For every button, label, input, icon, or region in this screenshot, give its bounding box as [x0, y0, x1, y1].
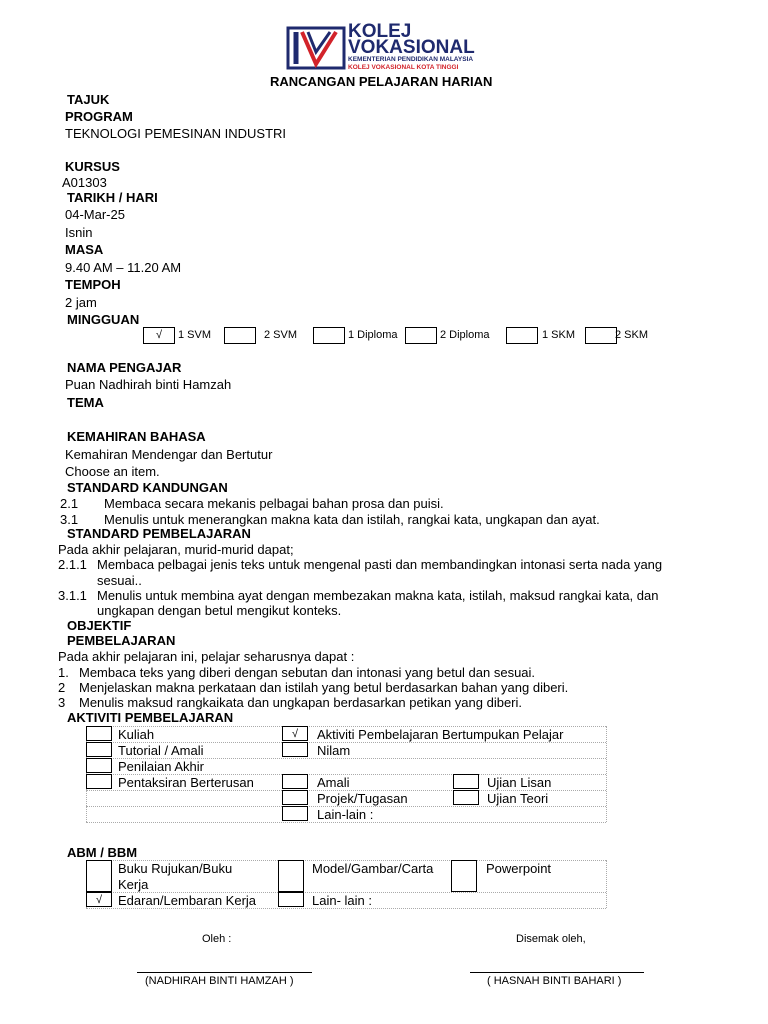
nama-pengajar-value: Puan Nadhirah binti Hamzah — [65, 377, 232, 392]
tarikh-label: TARIKH / HARI — [67, 190, 158, 205]
objektif-item-num: 3 — [58, 695, 66, 710]
aktiviti-label-apbp: Aktiviti Pembelajaran Bertumpukan Pelajar — [317, 727, 564, 742]
disemak-label: Disemak oleh, — [516, 933, 586, 945]
aktiviti-label-penilaian: Penilaian Akhir — [118, 759, 204, 774]
aktiviti-label-ujian-lisan: Ujian Lisan — [487, 775, 552, 790]
mingguan-checkbox-1diploma[interactable] — [313, 327, 345, 344]
tempoh-label: TEMPOH — [65, 277, 121, 292]
objektif-item-text: Menulis maksud rangkaikata dan ungkapan berdasarkan petikan yang diberi. — [79, 695, 523, 710]
standard-pembelajaran-label: STANDARD PEMBELAJARAN — [67, 526, 251, 541]
kursus-label: KURSUS — [65, 159, 120, 174]
sk-item-text: Menulis untuk menerangkan makna kata dan istilah, rangkai kata, ungkapan dan ayat. — [104, 512, 600, 527]
sk-item-num: 2.1 — [60, 496, 79, 511]
aktiviti-checkbox-ujian-teori[interactable] — [453, 790, 479, 805]
mingguan-checkbox-1skm[interactable] — [506, 327, 538, 344]
mingguan-checkbox-2diploma[interactable] — [405, 327, 437, 344]
program-label: PROGRAM — [65, 109, 133, 124]
aktiviti-checkbox-lainlain[interactable] — [282, 806, 308, 821]
aktiviti-checkbox-ujian-lisan[interactable] — [453, 774, 479, 789]
tema-label: TEMA — [67, 395, 104, 410]
abm-label-lainlain: Lain- lain : — [312, 893, 372, 908]
sp-item-text: Menulis untuk membina ayat dengan membezakan makna kata, istilah, maksud rangkai kata, dan — [97, 588, 659, 603]
aktiviti-label-tutorial: Tutorial / Amali — [118, 743, 204, 758]
sp-item-num: 3.1.1 — [58, 588, 87, 603]
tarikh-value: 04-Mar-25 — [65, 207, 125, 222]
abm-label: ABM / BBM — [67, 845, 138, 860]
aktiviti-checkbox-amali[interactable] — [282, 774, 308, 789]
mingguan-label-2diploma: 2 Diploma — [440, 329, 490, 341]
logo-text-ministry: KEMENTERIAN PENDIDIKAN MALAYSIA — [348, 56, 474, 63]
objektif-intro: Pada akhir pelajaran ini, pelajar seharusnya dapat : — [58, 649, 355, 664]
mingguan-checkbox-2svm[interactable] — [224, 327, 256, 344]
abm-label-buku-cont: Kerja — [118, 877, 149, 892]
aktiviti-label-pentaksiran: Pentaksiran Berterusan — [118, 775, 254, 790]
signature-line-left — [137, 972, 312, 973]
oleh-label: Oleh : — [202, 933, 232, 945]
sp-item-text-cont: ungkapan dengan betul mengikut konteks. — [97, 603, 342, 618]
standard-kandungan-label: STANDARD KANDUNGAN — [67, 480, 228, 495]
program-value: TEKNOLOGI PEMESINAN INDUSTRI — [65, 126, 287, 141]
abm-label-edaran: Edaran/Lembaran Kerja — [118, 893, 257, 908]
mingguan-label-1skm: 1 SKM — [542, 329, 576, 341]
objektif-label: OBJEKTIF — [67, 618, 132, 633]
mingguan-checkbox-2skm[interactable] — [585, 327, 617, 344]
aktiviti-label-projek: Projek/Tugasan — [317, 791, 408, 806]
kemahiran-value: Kemahiran Mendengar dan Bertutur — [65, 447, 273, 462]
objektif-item-num: 1. — [58, 665, 69, 680]
masa-label: MASA — [65, 242, 104, 257]
page-title: RANCANGAN PELAJARAN HARIAN — [270, 74, 493, 89]
mingguan-label: MINGGUAN — [67, 312, 140, 327]
kemahiran-choose-dropdown[interactable]: Choose an item. — [65, 464, 160, 479]
sk-item-text: Membaca secara mekanis pelbagai bahan prosa dan puisi. — [104, 496, 444, 511]
mingguan-label-1svm: 1 SVM — [178, 329, 212, 341]
tempoh-value: 2 jam — [65, 295, 97, 310]
abm-checkbox-edaran[interactable]: √ — [86, 892, 112, 907]
aktiviti-label-nilam: Nilam — [317, 743, 351, 758]
signature-name-left: (NADHIRAH BINTI HAMZAH ) — [145, 975, 294, 987]
abm-label-buku: Buku Rujukan/Buku — [118, 861, 233, 876]
mingguan-label-2svm: 2 SVM — [264, 329, 298, 341]
aktiviti-checkbox-kuliah[interactable] — [86, 726, 112, 741]
aktiviti-label-kuliah: Kuliah — [118, 727, 155, 742]
kv-logo-icon — [286, 26, 346, 70]
sp-item-num: 2.1.1 — [58, 557, 87, 572]
mingguan-label-1diploma: 1 Diploma — [348, 329, 398, 341]
objektif-item-num: 2 — [58, 680, 66, 695]
sp-item-text-cont: sesuai.. — [97, 573, 142, 588]
aktiviti-checkbox-pentaksiran[interactable] — [86, 774, 112, 789]
logo-text-campus: KOLEJ VOKASIONAL KOTA TINGGI — [348, 64, 459, 71]
hari-value: Isnin — [65, 225, 93, 240]
masa-value: 9.40 AM – 11.20 AM — [65, 260, 182, 275]
aktiviti-label-lainlain: Lain-lain : — [317, 807, 374, 822]
tajuk-label: TAJUK — [67, 92, 110, 107]
sp-item-text: Membaca pelbagai jenis teks untuk mengenal pasti dan membandingkan intonasi serta nada yang — [97, 557, 663, 572]
aktiviti-checkbox-nilam[interactable] — [282, 742, 308, 757]
mingguan-label-2skm: 2 SKM — [615, 329, 649, 341]
objektif-item-text: Menjelaskan makna perkataan dan istilah yang betul berdasarkan bahan yang diberi. — [79, 680, 569, 695]
abm-label-powerpoint: Powerpoint — [486, 861, 552, 876]
mingguan-checkbox-1svm[interactable]: √ — [143, 327, 175, 344]
logo-text-vokasional: VOKASIONAL — [348, 37, 475, 58]
logo-text-kolej: KOLEJ — [348, 21, 412, 42]
sp-intro: Pada akhir pelajaran, murid-murid dapat; — [58, 542, 294, 557]
abm-label-model: Model/Gambar/Carta — [312, 861, 434, 876]
abm-checkbox-buku[interactable] — [86, 860, 112, 892]
signature-line-right — [470, 972, 644, 973]
aktiviti-checkbox-penilaian[interactable] — [86, 758, 112, 773]
sk-item-num: 3.1 — [60, 512, 79, 527]
college-logo — [286, 22, 496, 74]
aktiviti-label: AKTIVITI PEMBELAJARAN — [67, 710, 234, 725]
aktiviti-checkbox-projek[interactable] — [282, 790, 308, 805]
aktiviti-checkbox-tutorial[interactable] — [86, 742, 112, 757]
abm-checkbox-model[interactable] — [278, 860, 304, 892]
objektif-label-2: PEMBELAJARAN — [67, 633, 176, 648]
aktiviti-label-ujian-teori: Ujian Teori — [487, 791, 549, 806]
aktiviti-checkbox-apbp[interactable]: √ — [282, 726, 308, 741]
kemahiran-label: KEMAHIRAN BAHASA — [67, 429, 206, 444]
nama-pengajar-label: NAMA PENGAJAR — [67, 360, 182, 375]
aktiviti-label-amali: Amali — [317, 775, 350, 790]
kursus-value: A01303 — [62, 175, 107, 190]
objektif-item-text: Membaca teks yang diberi dengan sebutan dan intonasi yang betul dan sesuai. — [79, 665, 536, 680]
abm-checkbox-lainlain[interactable] — [278, 892, 304, 907]
abm-checkbox-powerpoint[interactable] — [451, 860, 477, 892]
signature-name-right: ( HASNAH BINTI BAHARI ) — [487, 975, 622, 987]
